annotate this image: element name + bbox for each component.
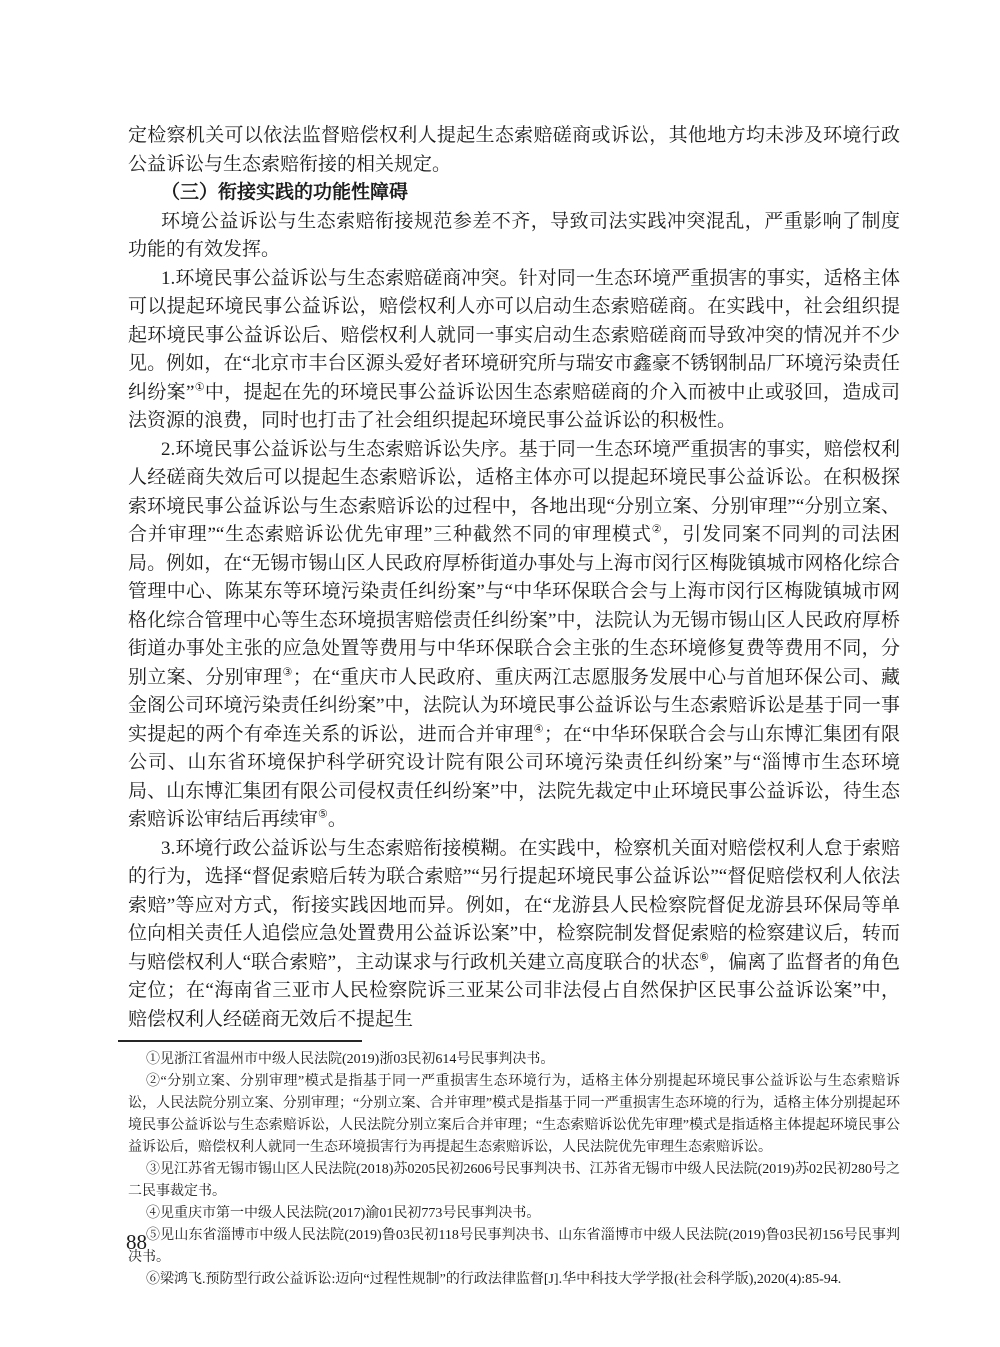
paragraph: 2.环境民事公益诉讼与生态索赔诉讼失序。基于同一生态环境严重损害的事实，赔偿权利人经磋商失效后可以提起生态索赔诉讼，适格主体亦可以提起环境民事公益诉讼。在积极探索环境民事公益诉讼与生态索赔诉讼的过程中，各地出现“分别立案、分别审理”“分别立案、合并审理”“生态索赔诉讼优先审理”三种截然不同的审理模式②，引发同案不同判的司法困局。例如，在“无锡市锡山区人民政府厚桥街道办事处与上海市闵行区梅陇镇城市网格化综合管理中心、陈某东等环境污染责任纠纷案”与“中华环保联合会与上海市闵行区梅陇镇城市网格化综合管理中心等生态环境损害赔偿责任纠纷案”中，法院认为无锡市锡山区人民政府厚桥街道办事处主张的应急处置等费用与中华环保联合会主张的生态环境修复费等费用不同，分别立案、分别审理③；在“重庆市人民政府、重庆两江志愿服务发展中心与首旭环保公司、藏金阁公司环境污染责任纠纷案”中，法院认为环境民事公益诉讼与生态索赔诉讼是基于同一事实提起的两个有牵连关系的诉讼，进而合并审理④；在“中华环保联合会与山东博汇集团有限公司、山东省环境保护科学研究设计院有限公司环境污染责任纠纷案”与“淄博市生态环境局、山东博汇集团有限公司侵权责任纠纷案”中，法院先裁定中止环境民事公益诉讼，待生态索赔诉讼审结后再续审⑤。 [128,438,900,830]
footnote: ⑤见山东省淄博市中级人民法院(2019)鲁03民初118号民事判决书、山东省淄博市中级人民法院(2019)鲁03民初156号民事判决书。 [128,1228,900,1265]
footnote-separator [118,1040,362,1042]
footnote-ref-marker: ⑤ [318,808,328,821]
paragraph: 环境公益诉讼与生态索赔衔接规范参差不齐，导致司法实践冲突混乱，严重影响了制度功能的有效发挥。 [128,210,900,260]
paragraph: 3.环境行政公益诉讼与生态索赔衔接模糊。在实践中，检察机关面对赔偿权利人怠于索赔的行为，选择“督促索赔后转为联合索赔”“另行提起环境民事公益诉讼”“督促赔偿权利人依法索赔”等应对方式，衔接实践因地而异。例如，在“龙游县人民检察院督促龙游县环保局等单位向相关责任人追偿应急处置费用公益诉讼案”中，检察院制发督促索赔的检察建议后，转而与赔偿权利人“联合索赔”，主动谋求与行政机关建立高度联合的状态⑥，偏离了监督者的角色定位；在“海南省三亚市人民检察院诉三亚某公司非法侵占自然保护区民事公益诉讼案”中，赔偿权利人经磋商无效后不提起生 [128,837,900,1030]
paragraph: 定检察机关可以依法监督赔偿权利人提起生态索赔磋商或诉讼，其他地方均未涉及环境行政公益诉讼与生态索赔衔接的相关规定。 [128,125,900,175]
footnote: ④见重庆市第一中级人民法院(2017)渝01民初773号民事判决书。 [146,1206,541,1221]
main-text [128,122,900,1034]
footnote: ①见浙江省温州市中级人民法院(2019)浙03民初614号民事判决书。 [146,1052,555,1067]
footnote: ②“分别立案、分别审理”模式是指基于同一严重损害生态环境行为，适格主体分别提起环境民事公益诉讼与生态索赔诉讼，人民法院分别立案、分别审理；“分别立案、合并审理”模式是指基于同一严重损害生态环境的行为，适格主体分别提起环境民事公益诉讼与生态索赔诉讼，人民法院分别立案后合并审理；“生态索赔诉讼优先审理”模式是指适格主体提起环境民事公益诉讼后，赔偿权利人就同一生态环境损害行为再提起生态索赔诉讼，人民法院优先审理生态索赔诉讼。 [128,1074,900,1155]
footnotes-section [128,1049,900,1291]
footnote-ref-marker: ⑥ [699,951,710,964]
footnote: ③见江苏省无锡市锡山区人民法院(2018)苏0205民初2606号民事判决书、江苏省无锡市中级人民法院(2019)苏02民初280号之二民事裁定书。 [128,1162,900,1199]
section-heading: （三）衔接实践的功能性障碍 [161,182,409,203]
footnote-ref-marker: ③ [282,666,293,679]
footnote-ref-marker: ④ [533,723,544,736]
footnote: ⑥梁鸿飞.预防型行政公益诉讼:迈向“过程性规制”的行政法律监督[J].华中科技大学学报(社会科学版),2020(4):85-94. [146,1272,842,1287]
page-number: 88 [126,1230,147,1254]
footnote-ref-marker: ② [651,523,663,536]
paragraph: 1.环境民事公益诉讼与生态索赔磋商冲突。针对同一生态环境严重损害的事实，适格主体可以提起环境民事公益诉讼，赔偿权利人亦可以启动生态索赔磋商。在实践中，社会组织提起环境民事公益诉讼后、赔偿权利人就同一事实启动生态索赔磋商而导致冲突的情况并不少见。例如，在“北京市丰台区源头爱好者环境研究所与瑞安市鑫豪不锈钢制品厂环境污染责任纠纷案”①中，提起在先的环境民事公益诉讼因生态索赔磋商的介入而被中止或驳回，造成司法资源的浪费，同时也打击了社会组织提起环境民事公益诉讼的积极性。 [128,267,900,431]
footnote-ref-marker: ① [194,381,205,394]
